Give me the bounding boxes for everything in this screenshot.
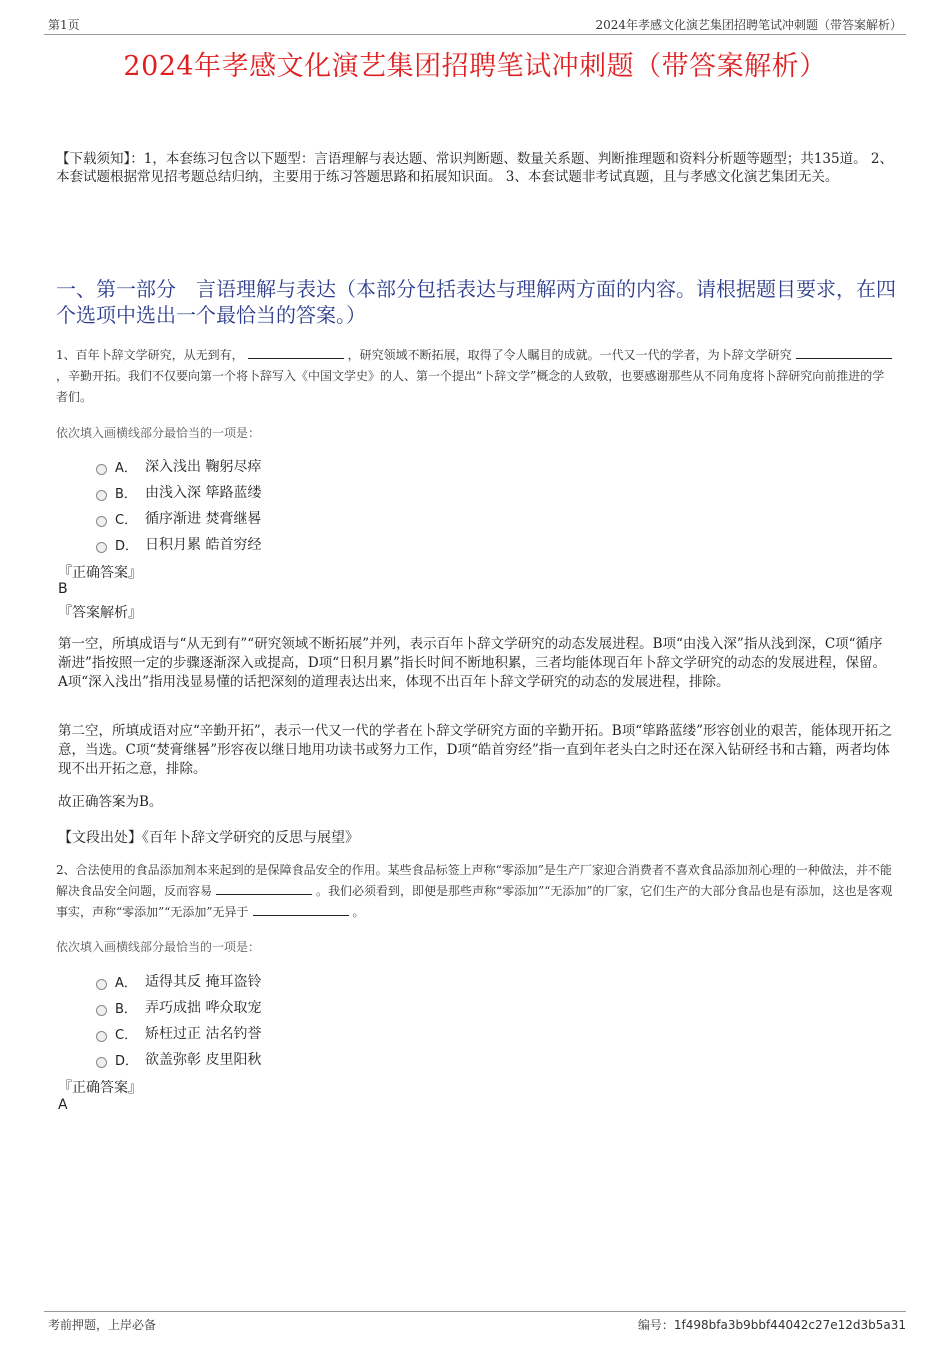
radio-button[interactable] (96, 464, 107, 475)
question-1-text (56, 345, 896, 408)
radio-button[interactable] (96, 490, 107, 501)
page-number: 第1页 (48, 18, 80, 32)
question-1-text-part: ，研究领域不断拓展，取得了令人瞩目的成就。一代又一代的学者，为卜辞文学研究 (347, 348, 792, 362)
document-title: 2024年孝感文化演艺集团招聘笔试冲刺题（带答案解析） (123, 51, 827, 82)
correct-answer: B (58, 581, 68, 597)
radio-button[interactable] (96, 542, 107, 553)
code-label: 编号： (637, 1318, 674, 1332)
option-text: 由浅入深 筚路蓝缕 (145, 485, 262, 501)
document-code (638, 1316, 906, 1333)
option-letter: D． (115, 538, 139, 554)
option-c[interactable] (96, 1020, 261, 1046)
question-2-options (96, 968, 261, 1072)
page-footer (44, 1311, 906, 1332)
question-1-text-part: 1、百年卜辞文学研究，从无到有， (56, 348, 244, 362)
question-2-text (56, 860, 896, 923)
fill-blank (216, 882, 312, 895)
option-text: 弄巧成拙 哗众取宠 (145, 1000, 262, 1016)
option-letter: B． (115, 1001, 137, 1017)
option-letter: A． (115, 460, 137, 476)
option-letter: B． (115, 486, 137, 502)
option-letter: D． (115, 1053, 139, 1069)
radio-button[interactable] (96, 979, 107, 990)
option-b[interactable] (96, 994, 261, 1020)
correct-answer: A (58, 1097, 68, 1113)
page-header (44, 14, 906, 35)
option-text: 循序渐进 焚膏继晷 (145, 511, 262, 527)
analysis-paragraph: 第一空，所填成语与“从无到有”“研究领域不断拓展”并列，表示百年卜辞文学研究的动态发展进程。B项“由浅入深”指从浅到深，C项“循序渐进”指按照一定的步骤逐渐深入或提高，D项“日积月累”指长时间不断地积累，三者均能体现百年卜辞文学研究的动态的发展进程，保留。A项“深入浅出”指用浅显易懂的话把深刻的道理表达出来，体现不出百年卜辞文学研究的动态的发展进程，排除。 (58, 636, 887, 690)
option-letter: A． (115, 975, 137, 991)
download-notice: 【下载须知】：1，本套练习包含以下题型：言语理解与表达题、常识判断题、数量关系题、判断推理题和资料分析题等题型；共135道。 2、本套试题根据常见招考题总结归纳，主要用于练习答题思路和拓展知识面。 3、本套试题非考试真题，且与孝感文化演艺集团无关。 (56, 151, 893, 185)
option-c[interactable] (96, 505, 261, 531)
option-a[interactable] (96, 453, 261, 479)
fill-blank (253, 903, 349, 916)
radio-button[interactable] (96, 516, 107, 527)
footer-slogan: 考前押题，上岸必备 (48, 1318, 157, 1332)
question-2-prompt: 依次填入画横线部分最恰当的一项是： (56, 940, 261, 954)
question-1-options (96, 453, 261, 557)
option-text: 日积月累 皓首穷经 (145, 537, 262, 553)
option-d[interactable] (96, 531, 261, 557)
option-letter: C． (115, 1027, 138, 1043)
option-text: 矫枉过正 沽名钓誉 (145, 1026, 262, 1042)
question-2-text-part: 。 (352, 905, 365, 919)
correct-answer-label: 『正确答案』 (58, 565, 142, 581)
option-text: 深入浅出 鞠躬尽瘁 (145, 459, 262, 475)
passage-source: 【文段出处】《百年卜辞文学研究的反思与展望》 (58, 830, 359, 846)
option-a[interactable] (96, 968, 261, 994)
radio-button[interactable] (96, 1031, 107, 1042)
radio-button[interactable] (96, 1057, 107, 1068)
fill-blank (796, 346, 892, 359)
option-b[interactable] (96, 479, 261, 505)
question-2-text-part: 。我们必须看到，即便是那些声称“零添加”“无添加”的厂家，它们生产的大部分食品也是有添加，这也是客观事实，声称“零添加”“无添加”无异于 (56, 884, 893, 919)
analysis-conclusion: 故正确答案为B。 (58, 794, 163, 810)
option-text: 适得其反 掩耳盗铃 (145, 974, 262, 990)
analysis-paragraph: 第二空，所填成语对应“辛勤开拓”，表示一代又一代的学者在卜辞文学研究方面的辛勤开拓。B项“筚路蓝缕”形容创业的艰苦，能体现开拓之意，当选。C项“焚膏继晷”形容夜以继日地用功读书或努力工作，D项“皓首穷经”指一直到年老头白之时还在深入钻研经书和古籍，两者均体现不出开拓之意，排除。 (58, 723, 893, 777)
fill-blank (248, 346, 344, 359)
header-doc-title: 2024年孝感文化演艺集团招聘笔试冲刺题（带答案解析） (595, 18, 902, 32)
correct-answer-label: 『正确答案』 (58, 1080, 142, 1096)
option-d[interactable] (96, 1046, 261, 1072)
analysis-label: 『答案解析』 (58, 605, 142, 621)
radio-button[interactable] (96, 1005, 107, 1016)
section-title: 一、第一部分 言语理解与表达（本部分包括表达与理解两方面的内容。请根据题目要求，在四个选项中选出一个最恰当的答案。） (56, 277, 896, 327)
option-text: 欲盖弥彰 皮里阳秋 (145, 1052, 262, 1068)
option-letter: C． (115, 512, 138, 528)
question-1-text-part: ，辛勤开拓。我们不仅要向第一个将卜辞写入《中国文学史》的人、第一个提出“卜辞文学”概念的人致敬，也要感谢那些从不同角度将卜辞研究向前推进的学者们。 (56, 369, 885, 404)
question-1-prompt: 依次填入画横线部分最恰当的一项是： (56, 426, 261, 440)
question-2-text-part: 2、合法使用的食品添加剂本来起到的是保障食品安全的作用。某些食品标签上声称“零添加”是生产厂家迎合消费者不喜欢食品添加剂心理的一种做法，并不能解决食品安全问题，反而容易 (56, 863, 892, 898)
code-value: 1f498bfa3b9bbf44042c27e12d3b5a31 (673, 1318, 906, 1332)
